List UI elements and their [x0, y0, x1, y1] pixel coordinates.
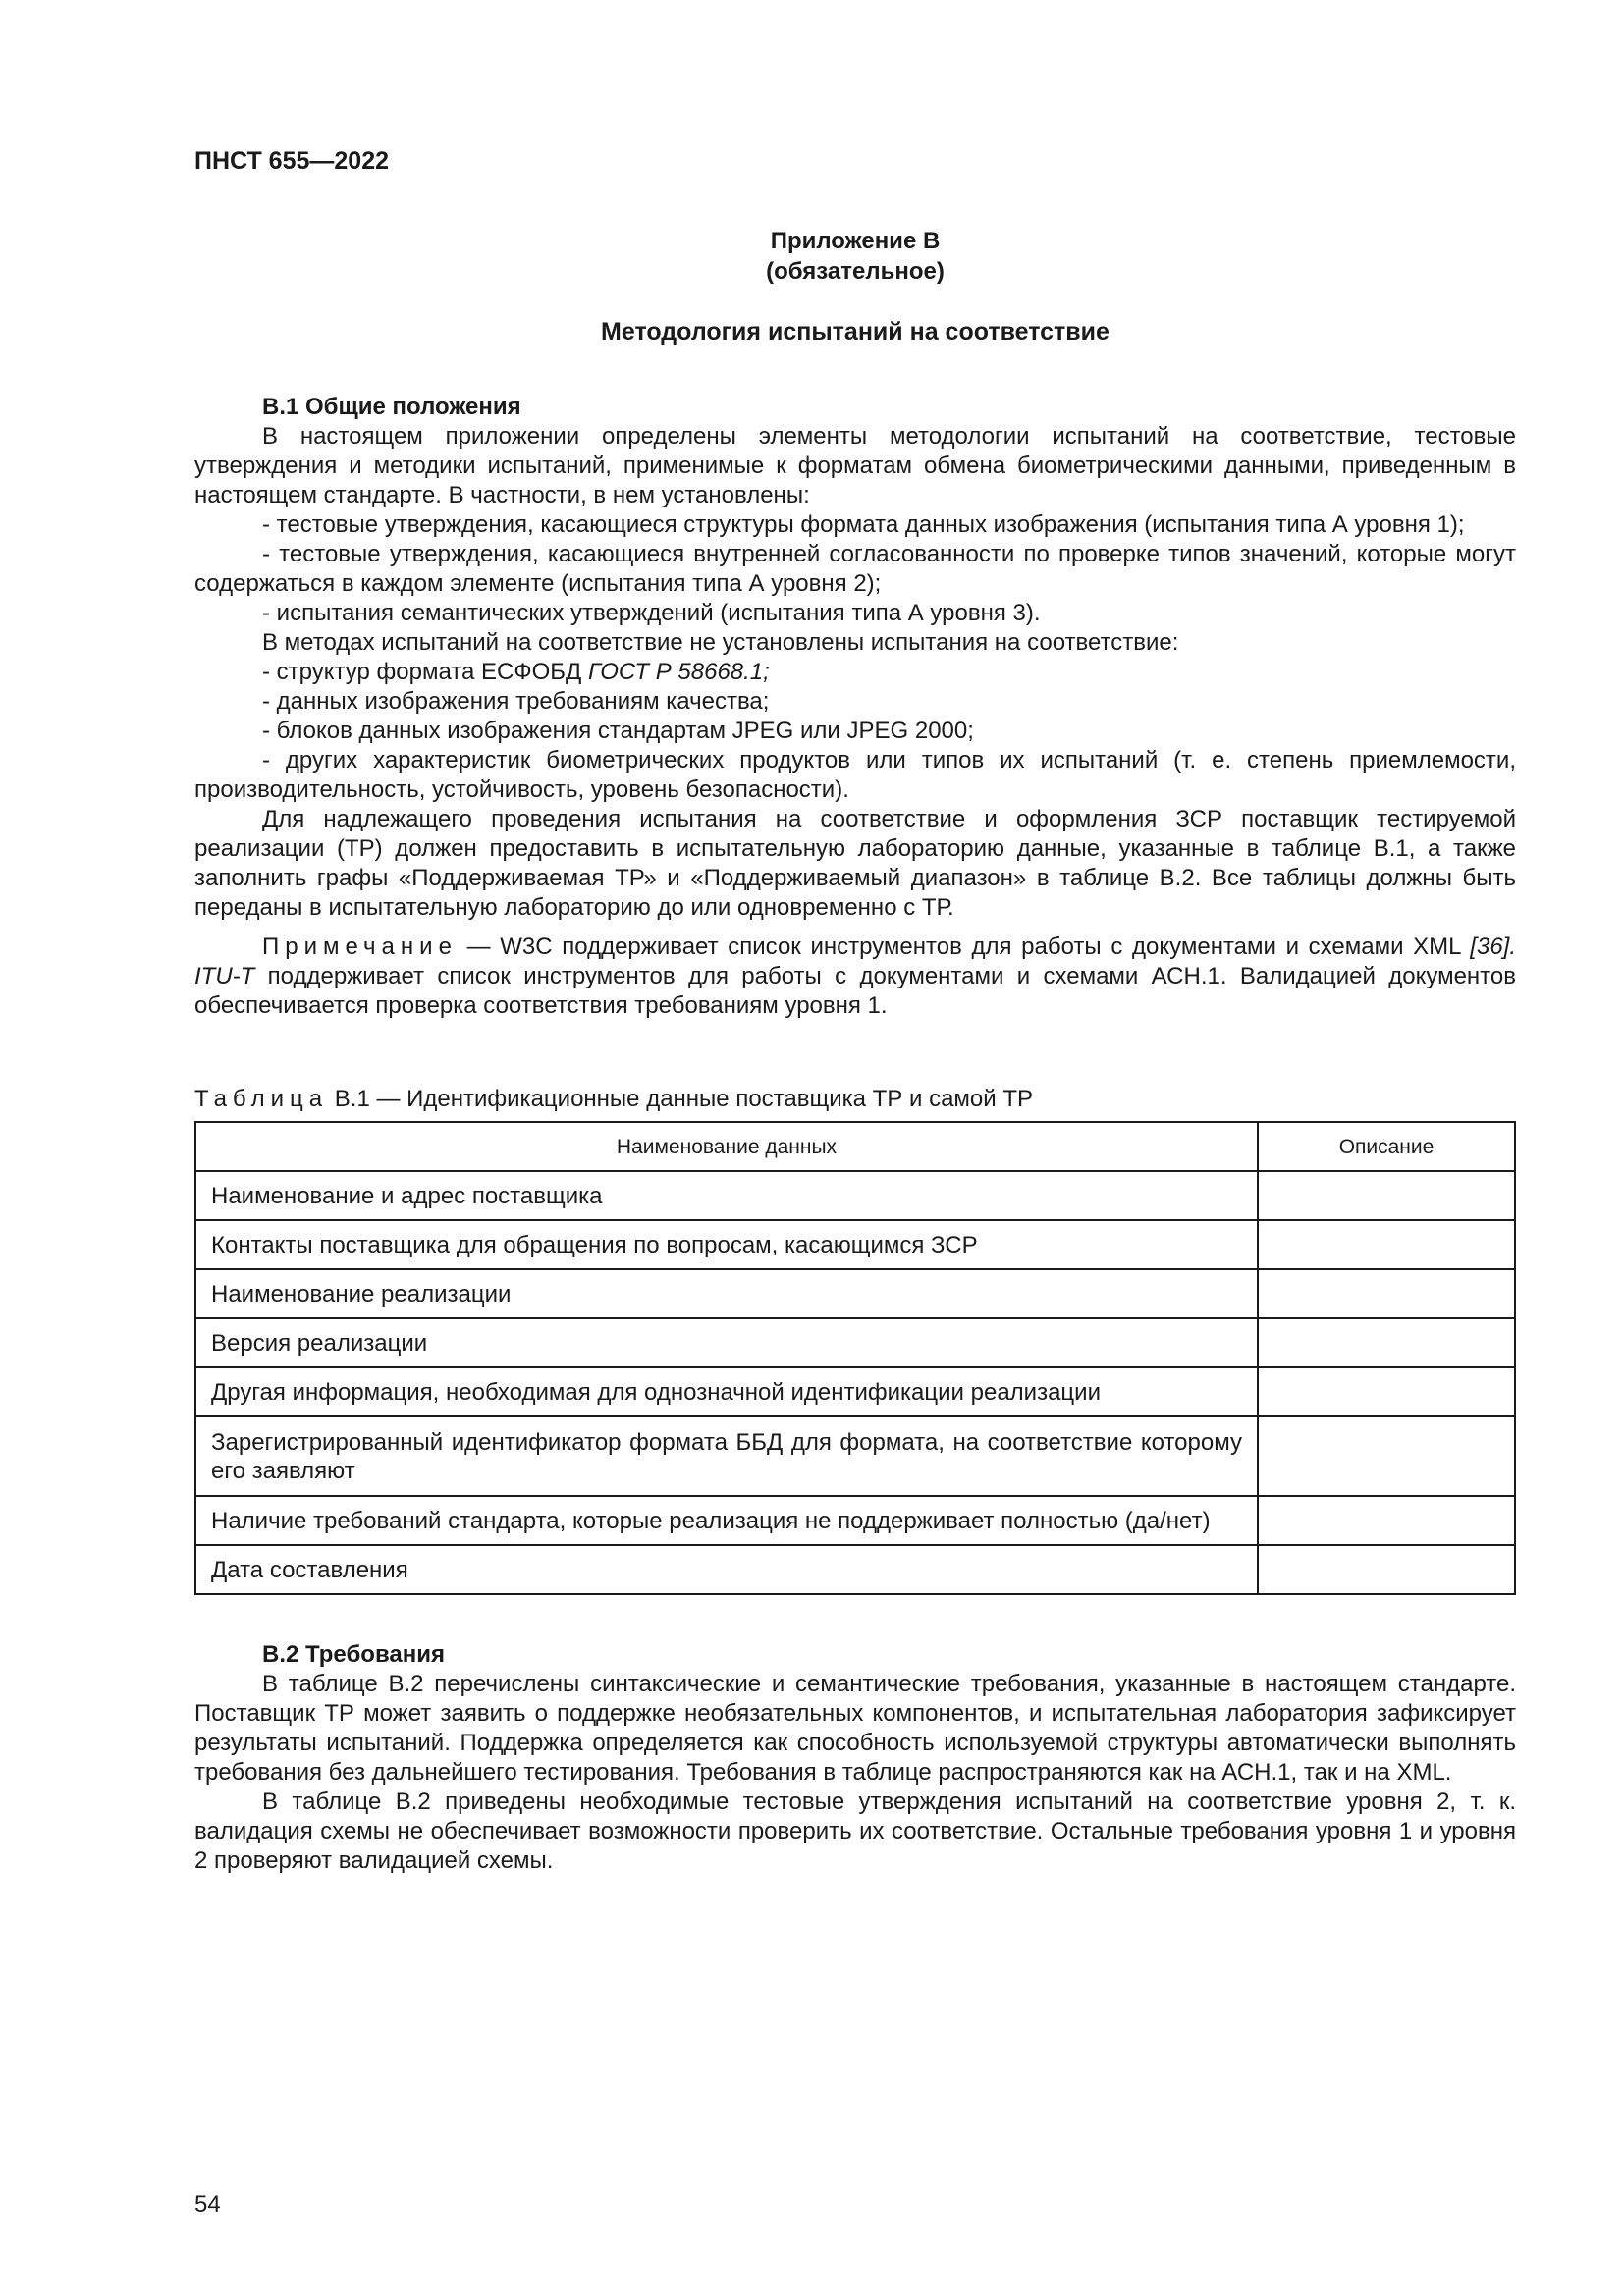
table-row	[195, 1496, 1515, 1545]
row-name-cell: Наличие требований стандарта, которые реализация не поддерживает полностью (да/нет)	[195, 1496, 1258, 1545]
section-b1-paragraph-1: В настоящем приложении определены элементы методологии испытаний на соответствие, тестовые утверждения и методики испытаний, применимые к форматам обмена биометрическими данными, приведенным в настоящем стандарте. В частности, в нем установлены:	[194, 423, 1516, 508]
row-description-cell	[1258, 1367, 1515, 1416]
row-name-cell: Другая информация, необходимая для однозначной идентификации реализации	[195, 1367, 1258, 1416]
section-b1	[194, 393, 1516, 1021]
row-description-cell	[1258, 1220, 1515, 1269]
section-b1-list-item-4	[194, 658, 1516, 687]
table-row	[195, 1318, 1515, 1367]
table-row	[195, 1545, 1515, 1594]
row-description-cell	[1258, 1269, 1515, 1318]
table-row	[195, 1220, 1515, 1269]
document-code: ПНСТ 655—2022	[194, 147, 389, 175]
row-description-cell	[1258, 1318, 1515, 1367]
row-name-cell: Зарегистрированный идентификатор формата ББД для формата, на соответствие которому его заявляют	[195, 1416, 1258, 1496]
section-b2	[194, 1640, 1516, 1876]
appendix-status: (обязательное)	[766, 258, 945, 285]
section-b2-paragraph-2: В таблице В.2 приведены необходимые тестовые утверждения испытаний на соответствие уровня 2, т. к. валидация схемы не обеспечивает возможности проверить их соответствие. Остальные требования уровня 1 и уровня 2 проверяют валидацией схемы.	[194, 1789, 1516, 1874]
row-description-cell	[1258, 1171, 1515, 1220]
table-b1-caption	[194, 1086, 1033, 1113]
table-row	[195, 1416, 1515, 1496]
section-b1-list-item-3: - испытания семантических утверждений (испытания типа А уровня 3).	[262, 600, 1041, 626]
page-number: 54	[194, 2191, 221, 2217]
note-reference: [36]. ITU-T	[194, 934, 1516, 989]
row-name-cell: Наименование реализации	[195, 1269, 1258, 1318]
section-b1-note	[194, 933, 1516, 1021]
appendix-title: Приложение В	[770, 228, 941, 254]
appendix-subject: Методология испытаний на соответствие	[601, 318, 1110, 346]
list-item-4-text: - структур формата ЕСФОБД	[262, 659, 588, 685]
section-b1-list-item-7: - других характеристик биометрических продуктов или типов их испытаний (т. е. степень приемлемости, производительность, устойчивость, уровень безопасности).	[194, 747, 1516, 803]
section-b1-list-item-1: - тестовые утверждения, касающиеся структуры формата данных изображения (испытания типа А уровня 1);	[262, 511, 1465, 538]
section-b1-heading: В.1 Общие положения	[262, 394, 521, 420]
row-name-cell: Контакты поставщика для обращения по вопросам, касающимся ЗСР	[195, 1220, 1258, 1269]
column-header-description: Описание	[1258, 1122, 1515, 1171]
section-b2-heading: В.2 Требования	[262, 1641, 445, 1668]
note-text-2: поддерживает список инструментов для работы с документами и схемами АСН.1. Валидацией документов обеспечивается проверка соответствия требованиям уровня 1.	[194, 963, 1516, 1019]
table-b1	[194, 1121, 1516, 1595]
table-header-row	[195, 1122, 1515, 1171]
row-name-cell: Дата составления	[195, 1545, 1258, 1594]
row-name-cell: Наименование и адрес поставщика	[195, 1171, 1258, 1220]
column-header-name: Наименование данных	[195, 1122, 1258, 1171]
section-b1-list-item-6: - блоков данных изображения стандартам JPEG или JPEG 2000;	[262, 718, 974, 744]
section-b2-paragraph-1: В таблице В.2 перечислены синтаксические и семантические требования, указанные в настоящем стандарте. Поставщик ТР может заявить о поддержке необязательных компонентов, и испытательная лаборатория зафиксирует результаты испытаний. Поддержка определяется как способность используемой структуры автоматически выполнять требования без дальнейшего тестирования. Требования в таблице распространяются как на АСН.1, так и на XML.	[194, 1671, 1516, 1786]
note-label: Примечание	[262, 934, 458, 960]
table-row	[195, 1171, 1515, 1220]
row-name-cell: Версия реализации	[195, 1318, 1258, 1367]
section-b1-list-item-2: - тестовые утверждения, касающиеся внутренней согласованности по проверке типов значений, которые могут содержаться в каждом элементе (испытания типа А уровня 2);	[194, 541, 1516, 597]
table-caption-text: В.1 — Идентификационные данные поставщика ТР и самой ТР	[328, 1086, 1034, 1112]
gost-reference: ГОСТ Р 58668.1;	[587, 659, 770, 685]
section-b1-list-item-5: - данных изображения требованиям качества;	[262, 688, 770, 715]
table-caption-label: Таблица	[194, 1086, 329, 1112]
row-description-cell	[1258, 1496, 1515, 1545]
table-row	[195, 1367, 1515, 1416]
row-description-cell	[1258, 1545, 1515, 1594]
table-row	[195, 1269, 1515, 1318]
section-b1-paragraph-2: В методах испытаний на соответствие не установлены испытания на соответствие:	[262, 629, 1179, 656]
row-description-cell	[1258, 1416, 1515, 1496]
appendix-heading	[194, 226, 1516, 287]
note-text-1: — W3C поддерживает список инструментов для работы с документами и схемами XML	[457, 934, 1471, 960]
section-b1-paragraph-3: Для надлежащего проведения испытания на соответствие и оформления ЗСР поставщик тестируемой реализации (ТР) должен предоставить в испытательную лабораторию данные, указанные в таблице В.1, а также заполнить графы «Поддерживаемая ТР» и «Поддерживаемый диапазон» в таблице В.2. Все таблицы должны быть переданы в испытательную лабораторию до или одновременно с ТР.	[194, 806, 1516, 921]
